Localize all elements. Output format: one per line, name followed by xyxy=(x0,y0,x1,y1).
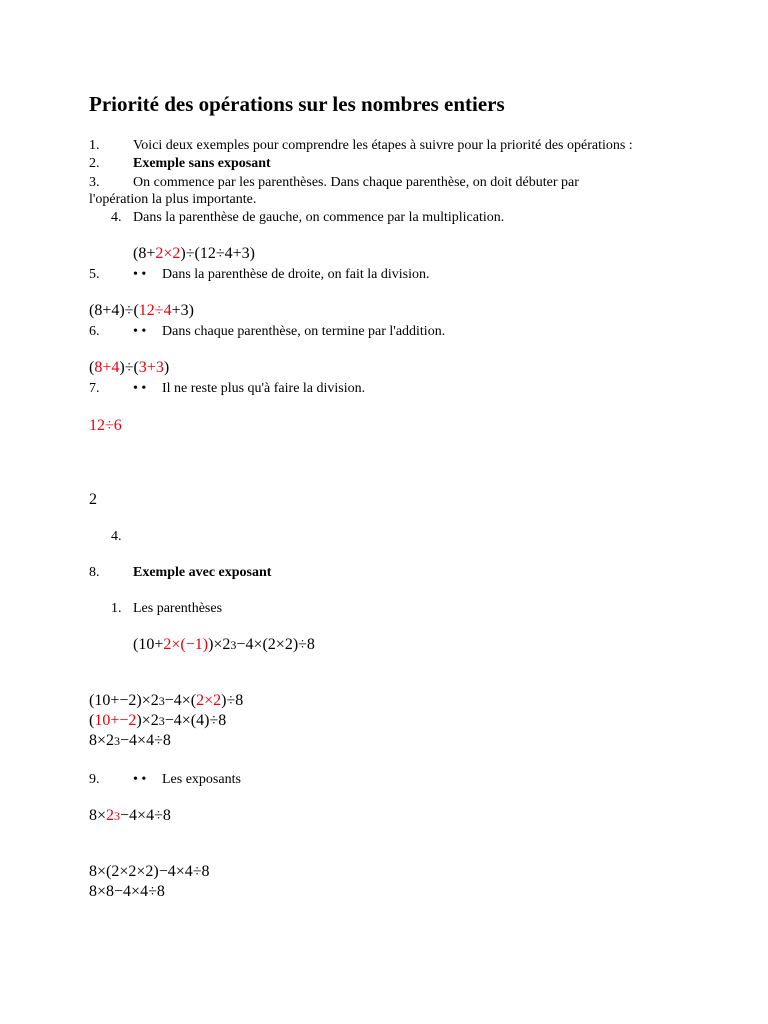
list-number-2: 2. xyxy=(89,156,100,171)
list-text-1: Voici deux exemples pour comprendre les étapes à suivre pour la priorité des opérations : xyxy=(133,138,633,153)
bullet-icons: • • xyxy=(133,381,147,396)
math-expression-3: (8+4)÷(3+3) xyxy=(89,359,170,376)
page-title: Priorité des opérations sur les nombres entiers xyxy=(89,92,505,116)
list-number-5: 5. xyxy=(89,267,100,282)
list-number-8: 8. xyxy=(89,565,100,580)
math-expression-4: 12÷6 xyxy=(89,417,122,434)
result-value: 2 xyxy=(89,491,97,508)
math-expression-2: (8+4)÷(12÷4+3) xyxy=(89,302,194,319)
list-text-6: Dans chaque parenthèse, on termine par l'addition. xyxy=(162,324,446,339)
sub-list-text-1: Les parenthèses xyxy=(133,601,223,616)
math-expression-11: 8×8−4×4÷8 xyxy=(89,883,165,900)
bullet-icons: • • xyxy=(133,267,147,282)
math-expression-9: 8×23−4×4÷8 xyxy=(89,807,171,824)
list-number-7: 7. xyxy=(89,381,100,396)
bullet-icons: • • xyxy=(133,324,147,339)
list-text-3b: l'opération la plus importante. xyxy=(89,192,257,207)
math-expression-10: 8×(2×2×2)−4×4÷8 xyxy=(89,863,210,880)
math-expression-8: 8×23−4×4÷8 xyxy=(89,732,171,749)
list-text-5: Dans la parenthèse de droite, on fait la division. xyxy=(162,267,430,282)
list-number-3: 3. xyxy=(89,175,100,190)
math-expression-7: (10+−2)×23−4×(4)÷8 xyxy=(89,712,227,729)
list-number-9: 9. xyxy=(89,772,100,787)
math-expression-6: (10+−2)×23−4×(2×2)÷8 xyxy=(89,692,244,709)
list-number-4: 4. xyxy=(111,210,122,225)
sub-list-number-1: 1. xyxy=(111,601,122,616)
section-heading-sans-exposant: Exemple sans exposant xyxy=(133,156,271,171)
list-text-3a: On commence par les parenthèses. Dans chaque parenthèse, on doit débuter par xyxy=(133,175,579,190)
empty-list-number-4: 4. xyxy=(111,529,122,544)
list-text-4: Dans la parenthèse de gauche, on commence par la multiplication. xyxy=(133,210,505,225)
math-expression-5: (10+2×(−1))×23−4×(2×2)÷8 xyxy=(133,636,315,653)
section-heading-avec-exposant: Exemple avec exposant xyxy=(133,565,272,580)
math-expression-1: (8+2×2)÷(12÷4+3) xyxy=(133,245,255,262)
list-number-6: 6. xyxy=(89,324,100,339)
list-number-1: 1. xyxy=(89,138,100,153)
list-text-9: Les exposants xyxy=(162,772,241,787)
bullet-icons: • • xyxy=(133,772,147,787)
list-text-7: Il ne reste plus qu'à faire la division. xyxy=(162,381,366,396)
